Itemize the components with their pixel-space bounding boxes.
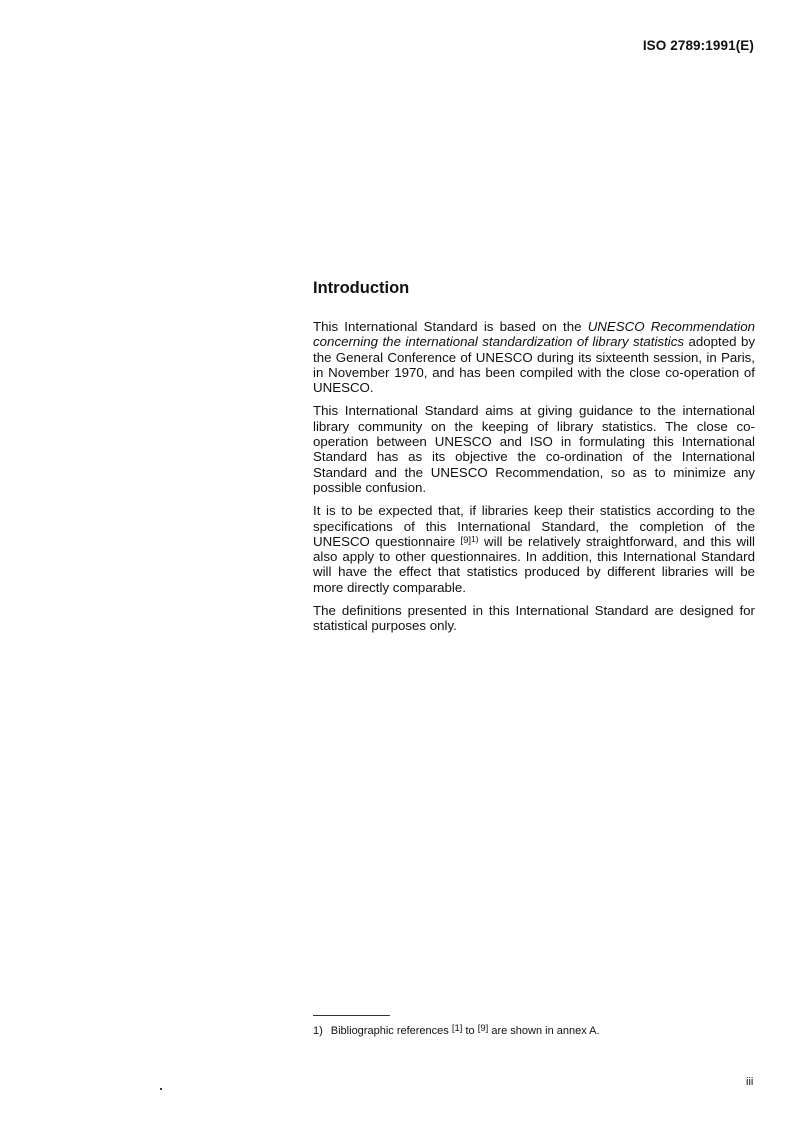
footnote-text-middle: to [462, 1025, 478, 1037]
footnote-text-after: are shown in annex A. [488, 1025, 600, 1037]
document-id-header: ISO 2789:1991(E) [642, 38, 754, 53]
reference-1: [1] [451, 1023, 463, 1034]
reference-9: [9] [460, 534, 472, 546]
paragraph-3 [313, 503, 755, 595]
paragraph-3-text-before: It is to be expected that, if libraries keep their statistics according to the specifications of this International Standard, the completion of the UNESCO questionnaire [313, 503, 755, 549]
section-title: Introduction [313, 279, 410, 297]
footnote-number: 1) [313, 1025, 323, 1037]
paragraph-1 [313, 319, 755, 395]
footnote-divider [313, 1015, 390, 1016]
introduction-section [313, 277, 755, 642]
paragraph-2: This International Standard aims at giving guidance to the international library community on the keeping of library statistics. The close co-operation between UNESCO and ISO in formulating this International Standard has as its objective the co-ordination of the International Standard and the UNESCO Recommendation, so as to minimize any possible confusion. [313, 403, 755, 495]
paragraph-1-italic-title: UNESCO Recommendation concerning the international standardization of library statistics [313, 319, 755, 350]
paragraph-1-text-before: This International Standard is based on the [313, 319, 588, 334]
page-number: iii [746, 1076, 754, 1088]
scan-speck [160, 1088, 162, 1090]
paragraph-4: The definitions presented in this International Standard are designed for statistical purposes only. [313, 603, 755, 634]
paragraph-3-text-after: will be relatively straightforward, and this will also apply to other questionnaires. In addition, this International Standard will have the effect that statistics produced by different libraries will be more directly comparable. [313, 533, 755, 595]
footnote-mark: 1) [471, 533, 479, 544]
footnote [313, 1024, 600, 1038]
paragraph-1-text-after: adopted by the General Conference of UNESCO during its sixteenth session, in Paris, in November 1970, and has been compiled with the close co-operation of UNESCO. [313, 334, 756, 396]
footnote-text-before: Bibliographic references [330, 1025, 452, 1037]
reference-9: [9] [477, 1023, 489, 1034]
